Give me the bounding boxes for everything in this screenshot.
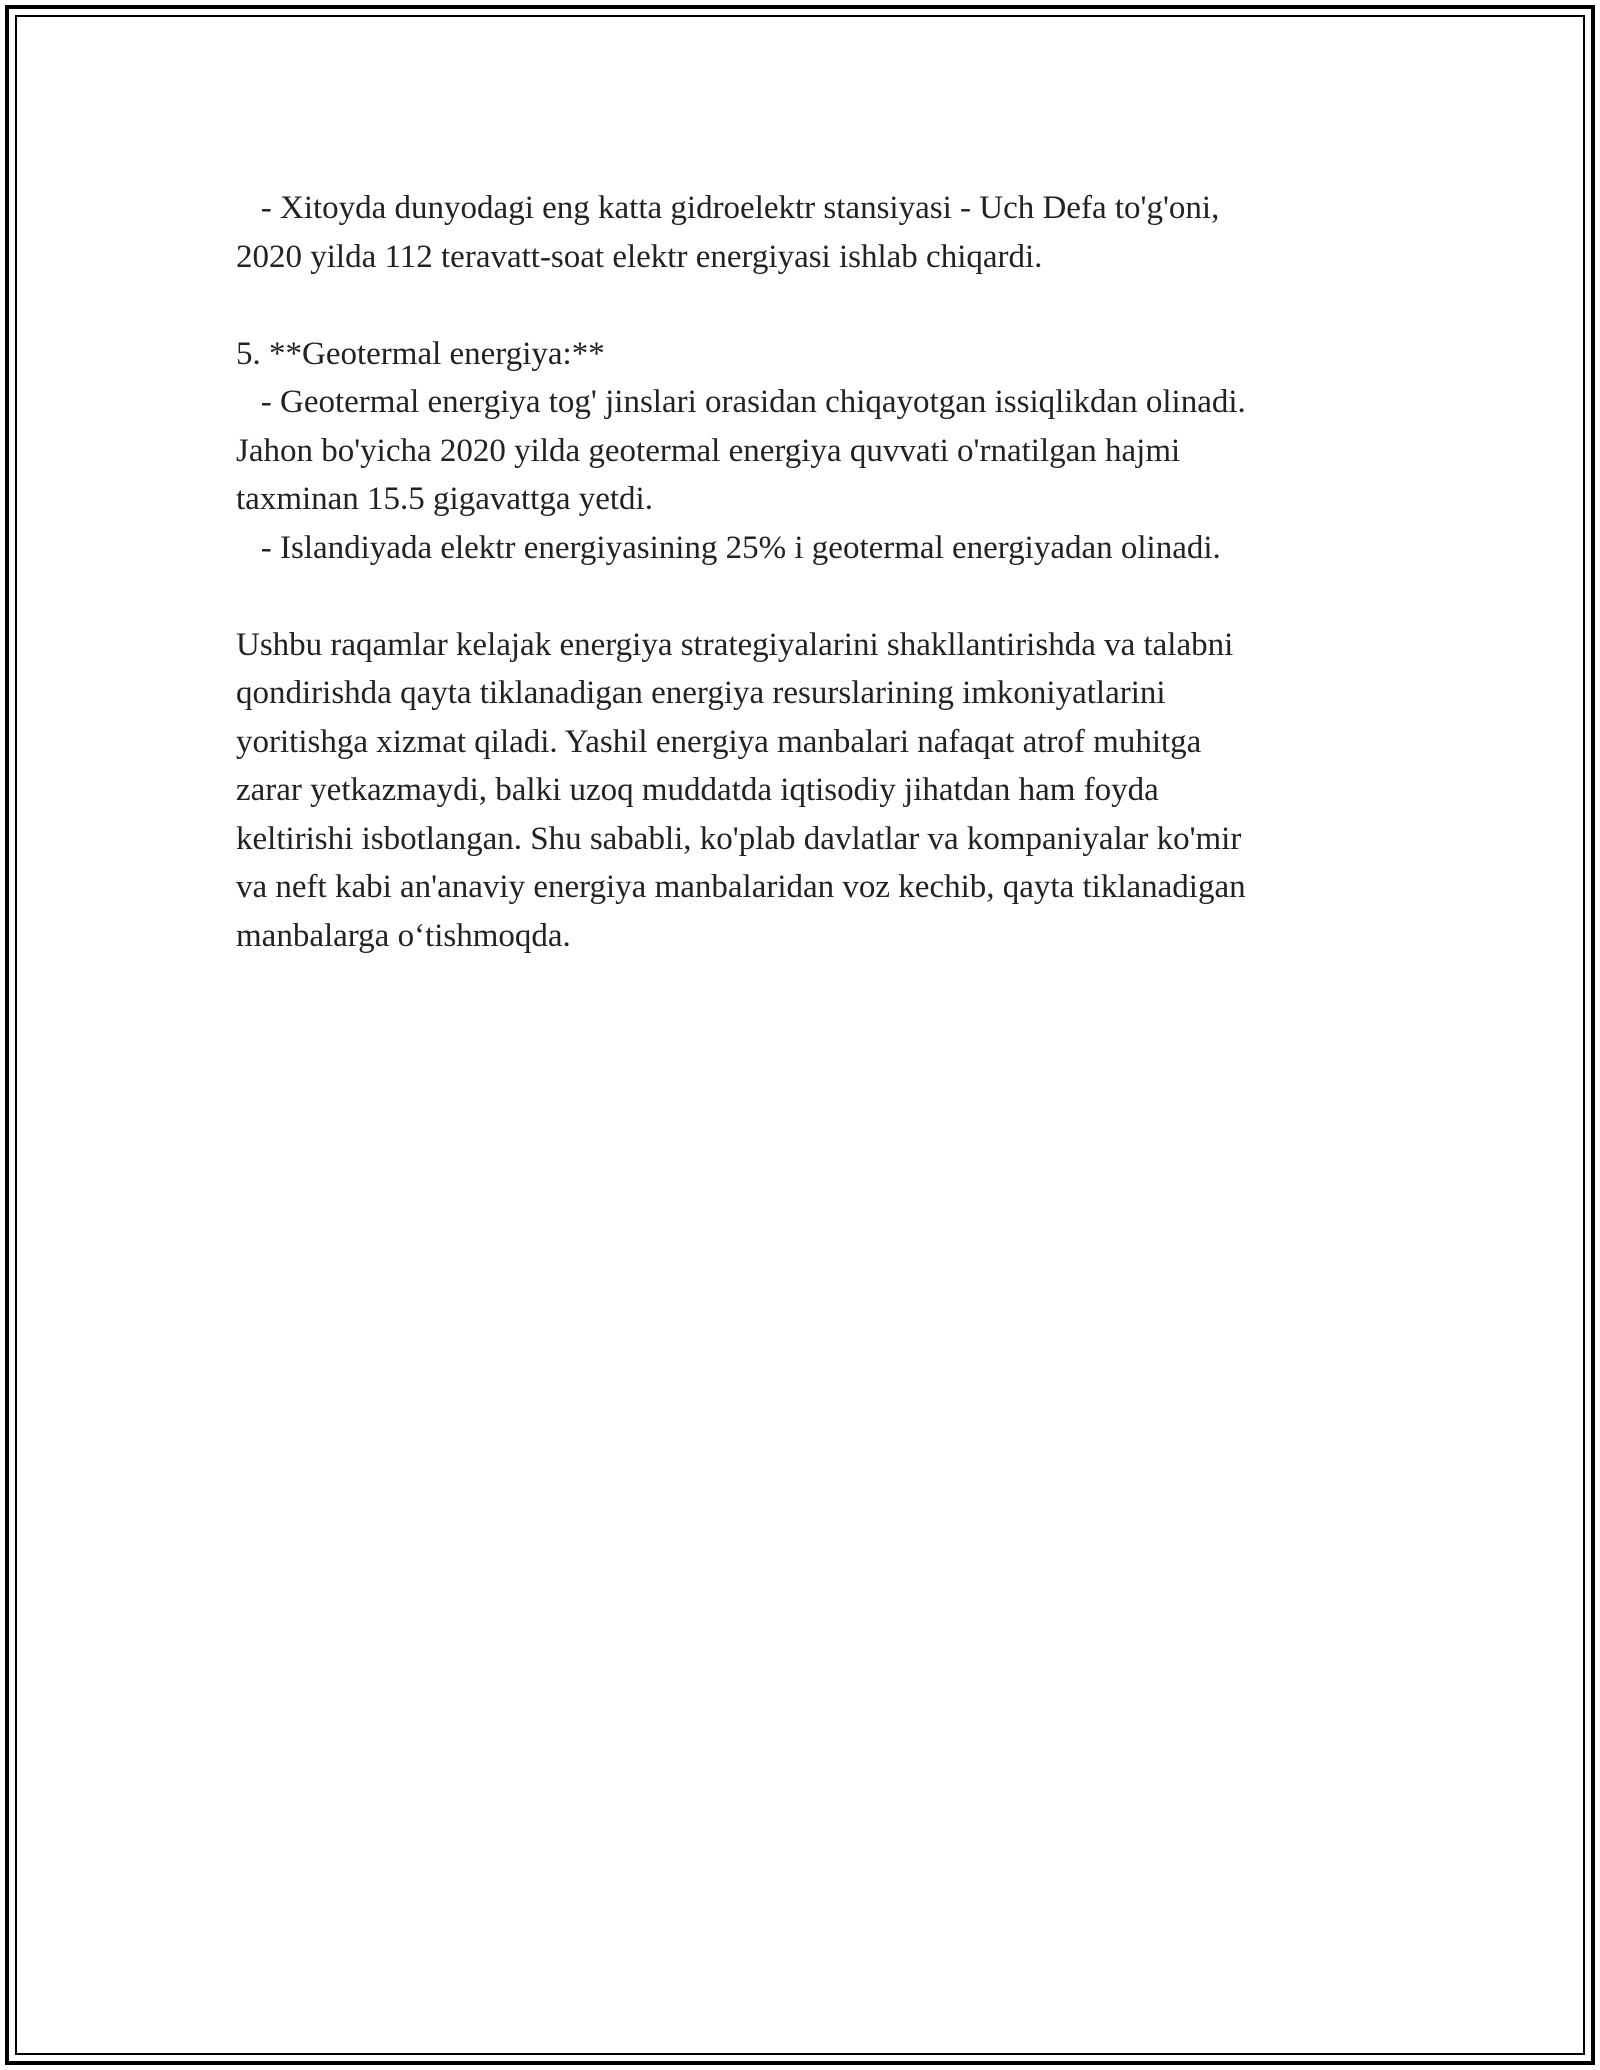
text-line: manbalarga o‘tishmoqda.	[236, 917, 571, 954]
paragraph-spacer	[236, 281, 1386, 330]
text-line: - Geotermal energiya tog' jinslari orasidan chiqayotgan issiqlikdan olinadi.	[236, 384, 1246, 420]
section-heading-geothermal: 5. **Geotermal energiya:**	[236, 335, 605, 372]
text-line: - Xitoyda dunyodagi eng katta gidroelektr stansiyasi - Uch Defa to'g'oni,	[236, 190, 1220, 226]
text-line: keltirishi isbotlangan. Shu sababli, ko'plab davlatlar va kompaniyalar ko'mir	[236, 820, 1242, 857]
text-line: Jahon bo'yicha 2020 yilda geotermal energiya quvvati o'rnatilgan hajmi	[236, 432, 1181, 469]
text-line: va neft kabi an'anaviy energiya manbalaridan voz kechib, qayta tiklanadigan	[236, 869, 1246, 905]
document-body	[236, 184, 1386, 960]
text-line: yoritishga xizmat qiladi. Yashil energiya manbalari nafaqat atrof muhitga	[236, 723, 1202, 760]
text-line: qondirishda qayta tiklanadigan energiya resurslarining imkoniyatlarini	[236, 675, 1166, 711]
conclusion-paragraph	[236, 621, 1386, 961]
text-line: zarar yetkazmaydi, balki uzoq muddatda iqtisodiy jihatdan ham foyda	[236, 772, 1159, 808]
text-line: 2020 yilda 112 teravatt-soat elektr energiyasi ishlab chiqardi.	[236, 238, 1043, 275]
paragraph-spacer	[236, 572, 1386, 621]
hydro-bullet-paragraph	[236, 184, 1386, 281]
geothermal-bullet-1	[236, 378, 1386, 524]
text-line: taxminan 15.5 gigavattga yetdi.	[236, 481, 653, 517]
geothermal-bullet-2: - Islandiyada elektr energiyasining 25% i geotermal energiyadan olinadi.	[236, 529, 1221, 566]
text-line: Ushbu raqamlar kelajak energiya strategiyalarini shakllantirishda va talabni	[236, 626, 1234, 663]
